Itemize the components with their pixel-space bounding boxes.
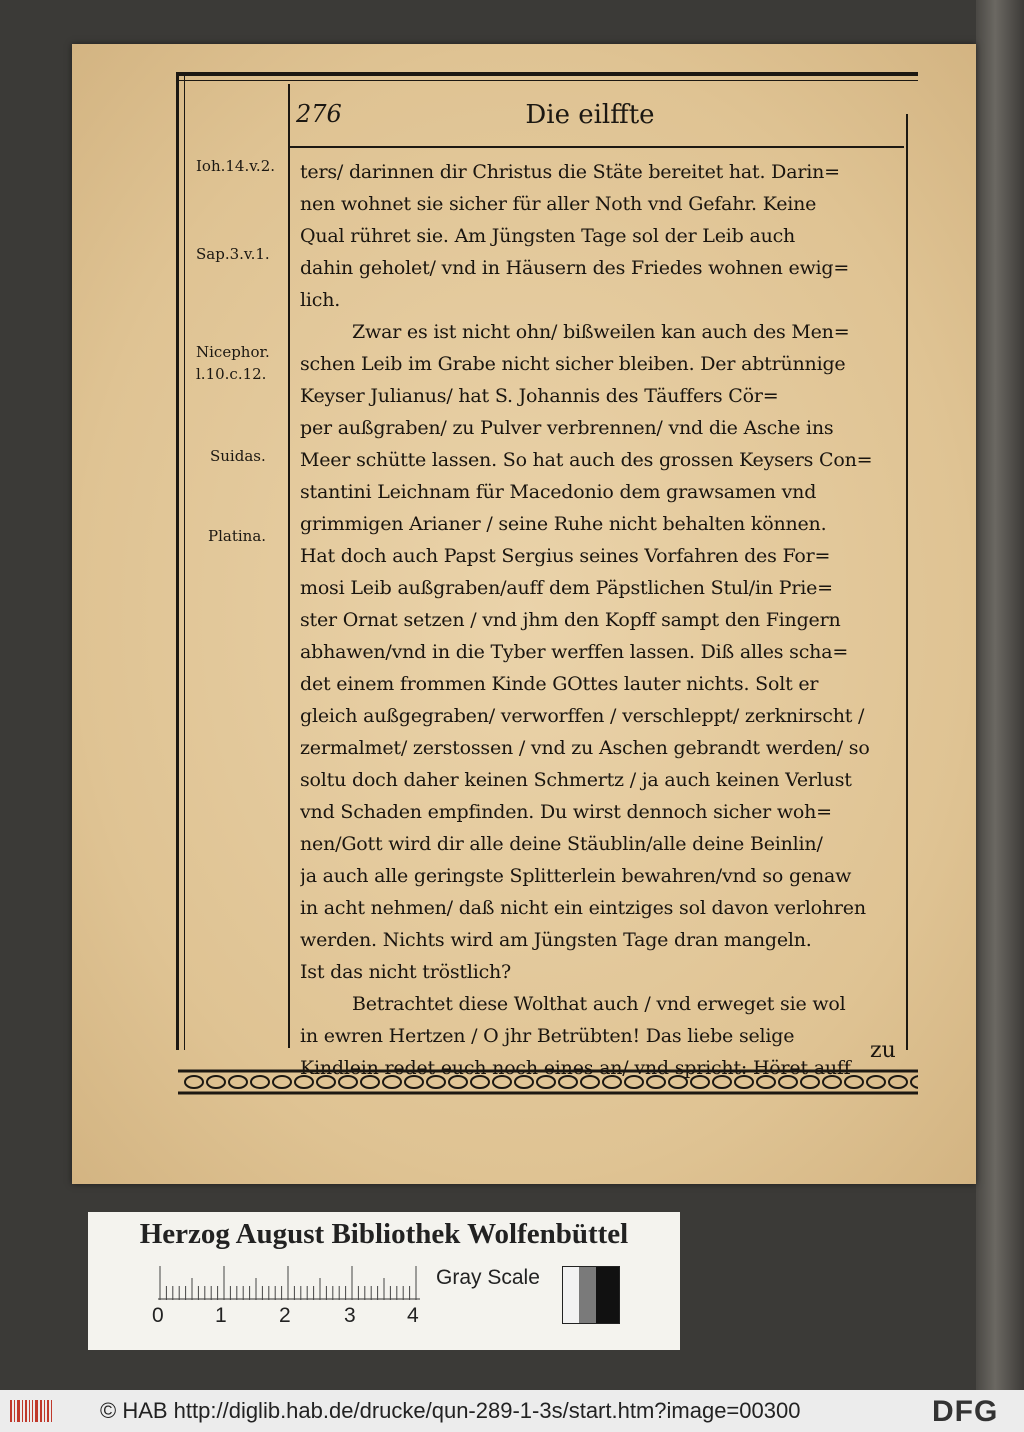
ornament-loop [691, 1076, 709, 1088]
text-line: ters/ darinnen dir Christus die Stäte bereitet hat. Darin= [300, 161, 840, 183]
column-divider-rule [288, 84, 290, 1048]
margin-note: Nicephor. [196, 343, 270, 361]
text-line: Qual rühret sie. Am Jüngsten Tage sol der Leib auch [300, 225, 796, 247]
running-title: Die eilffte [525, 100, 655, 130]
text-line: Zwar es ist nicht ohn/ bißweilen kan auch des Men= [352, 321, 850, 343]
ornament-loop [911, 1076, 918, 1088]
ornament-loop [889, 1076, 907, 1088]
frame-right-rule [906, 114, 908, 1050]
frame-left-rule [176, 72, 179, 1050]
ruler-number: 3 [344, 1304, 356, 1327]
text-line: soltu doch daher keinen Schmertz / ja auch keinen Verlust [300, 769, 852, 791]
text-line: in acht nehmen/ daß nicht ein eintziges sol davon verlohren [300, 897, 866, 919]
text-line: vnd Schaden empfinden. Du wirst dennoch sicher woh= [300, 801, 832, 823]
ornament-loop [317, 1076, 335, 1088]
barcode-bar [25, 1400, 27, 1422]
text-line: Keyser Julianus/ hat S. Johannis des Täuffers Cör= [300, 385, 779, 407]
text-line: ster Ornat setzen / vnd jhm den Kopff sampt den Fingern [300, 609, 841, 631]
source-credit: © HAB http://diglib.hab.de/drucke/qun-289-1-3s/start.htm?image=00300 [100, 1398, 801, 1423]
ornament-loop [273, 1076, 291, 1088]
ruler-number: 2 [279, 1304, 291, 1327]
ornament-loop [603, 1076, 621, 1088]
library-name: Herzog August Bibliothek Wolfenbüttel [139, 1218, 629, 1250]
text-line: lich. [300, 289, 341, 311]
facing-page-edge [976, 0, 1024, 1390]
swatch-dark [596, 1267, 619, 1323]
barcode-bar [44, 1400, 45, 1422]
ornament-loop [823, 1076, 841, 1088]
frame-top-rule-inner [176, 80, 918, 81]
barcode-bar [22, 1400, 23, 1422]
text-line: det einem frommen Kinde GOttes lauter nichts. Solt er [300, 673, 819, 695]
barcode-bar [17, 1400, 20, 1422]
text-line: nen wohnet sie sicher für aller Noth vnd Gefahr. Keine [300, 193, 817, 215]
text-line: Hat doch auch Papst Sergius seines Vorfahren des For= [300, 545, 831, 567]
ornament-loop [779, 1076, 797, 1088]
ornament-border [178, 1068, 918, 1096]
ruler-number: 0 [152, 1304, 164, 1327]
ornament-loop [229, 1076, 247, 1088]
ornament-loop [449, 1076, 467, 1088]
ornament-loop [493, 1076, 511, 1088]
ruler-number: 4 [407, 1304, 419, 1327]
text-line: werden. Nichts wird am Jüngsten Tage dran mangeln. [300, 929, 812, 951]
swatch-light [563, 1267, 579, 1323]
barcode-icon [8, 1396, 54, 1426]
text-line: in ewren Hertzen / O jhr Betrübten! Das liebe selige [300, 1025, 795, 1047]
ornament-loop [581, 1076, 599, 1088]
ruler-number: 1 [215, 1304, 227, 1327]
barcode-bar [47, 1400, 49, 1422]
text-line: mosi Leib außgraben/auff dem Päpstlichen Stul/in Prie= [300, 577, 833, 599]
barcode-bar [51, 1400, 52, 1422]
ornament-loop [383, 1076, 401, 1088]
ornament-loop [559, 1076, 577, 1088]
text-line: ja auch alle geringste Splitterlein bewahren/vnd so genaw [300, 865, 852, 887]
ornament-loop [471, 1076, 489, 1088]
barcode-bar [10, 1400, 12, 1422]
catchword: zu [870, 1038, 896, 1063]
text-line: Betrachtet diese Wolthat auch / vnd erweget sie wol [352, 993, 846, 1015]
text-line: grimmigen Arianer / seine Ruhe nicht behalten können. [300, 513, 827, 535]
page-number: 276 [296, 100, 342, 128]
swatch-mid [579, 1267, 595, 1323]
ornament-loop [757, 1076, 775, 1088]
text-line: Kindlein redet euch noch eines an/ vnd spricht: Höret auff [300, 1057, 851, 1079]
ornament-loop [867, 1076, 885, 1088]
text-line: per außgraben/ zu Pulver verbrennen/ vnd die Asche ins [300, 417, 834, 439]
margin-note: Platina. [208, 527, 267, 545]
frame-top-rule [176, 72, 918, 76]
ornament-loop [185, 1076, 203, 1088]
ornament-loop [625, 1076, 643, 1088]
header-rule [288, 146, 904, 148]
barcode-bar [40, 1400, 42, 1422]
color-card [88, 1212, 680, 1350]
ornament-loop [405, 1076, 423, 1088]
ornament-loop [295, 1076, 313, 1088]
dfg-logo: DFG [932, 1395, 999, 1428]
body-text [300, 156, 900, 1084]
text-line: nen/Gott wird dir alle deine Stäublin/alle deine Beinlin/ [300, 833, 823, 855]
text-line: stantini Leichnam für Macedonio dem grawsamen vnd [300, 481, 817, 503]
ornament-loop [427, 1076, 445, 1088]
frame-left-rule-inner [184, 72, 185, 1050]
margin-note: Suidas. [210, 447, 266, 465]
ornament-loop [845, 1076, 863, 1088]
ornament-loop [669, 1076, 687, 1088]
ornament-loop [361, 1076, 379, 1088]
text-line: Meer schütte lassen. So hat auch des grossen Keysers Con= [300, 449, 873, 471]
ornament-loop [339, 1076, 357, 1088]
ornament-loop [647, 1076, 665, 1088]
barcode-bar [32, 1400, 33, 1422]
text-line: dahin geholet/ vnd in Häusern des Friedes wohnen ewig= [300, 257, 850, 279]
ornament-loop [537, 1076, 555, 1088]
ornament-loop [515, 1076, 533, 1088]
margin-note: Sap.3.v.1. [196, 245, 270, 263]
text-line: Ist das nicht tröstlich? [300, 961, 512, 983]
margin-note: l.10.c.12. [196, 365, 267, 383]
ornament-loop [251, 1076, 269, 1088]
gray-scale-label: Gray Scale [436, 1266, 540, 1289]
text-line: schen Leib im Grabe nicht sicher bleiben. Der abtrünnige [300, 353, 846, 375]
ornament-loop [713, 1076, 731, 1088]
ornament-loop [801, 1076, 819, 1088]
barcode-bar [29, 1400, 30, 1422]
ornament-loop [735, 1076, 753, 1088]
text-line: abhawen/vnd in die Tyber werffen lassen. Diß alles scha= [300, 641, 849, 663]
footer-bar [0, 1390, 1024, 1432]
barcode-bar [35, 1400, 38, 1422]
ruler-scale [158, 1266, 420, 1300]
barcode-bar [14, 1400, 15, 1422]
ornament-loop [207, 1076, 225, 1088]
text-line: gleich außgegraben/ verworffen / verschleppt/ zerknirscht / [300, 705, 865, 727]
gray-scale-swatches [562, 1266, 620, 1324]
margin-note: Ioh.14.v.2. [196, 157, 276, 175]
text-line: zermalmet/ zerstossen / vnd zu Aschen gebrandt werden/ so [300, 737, 870, 759]
